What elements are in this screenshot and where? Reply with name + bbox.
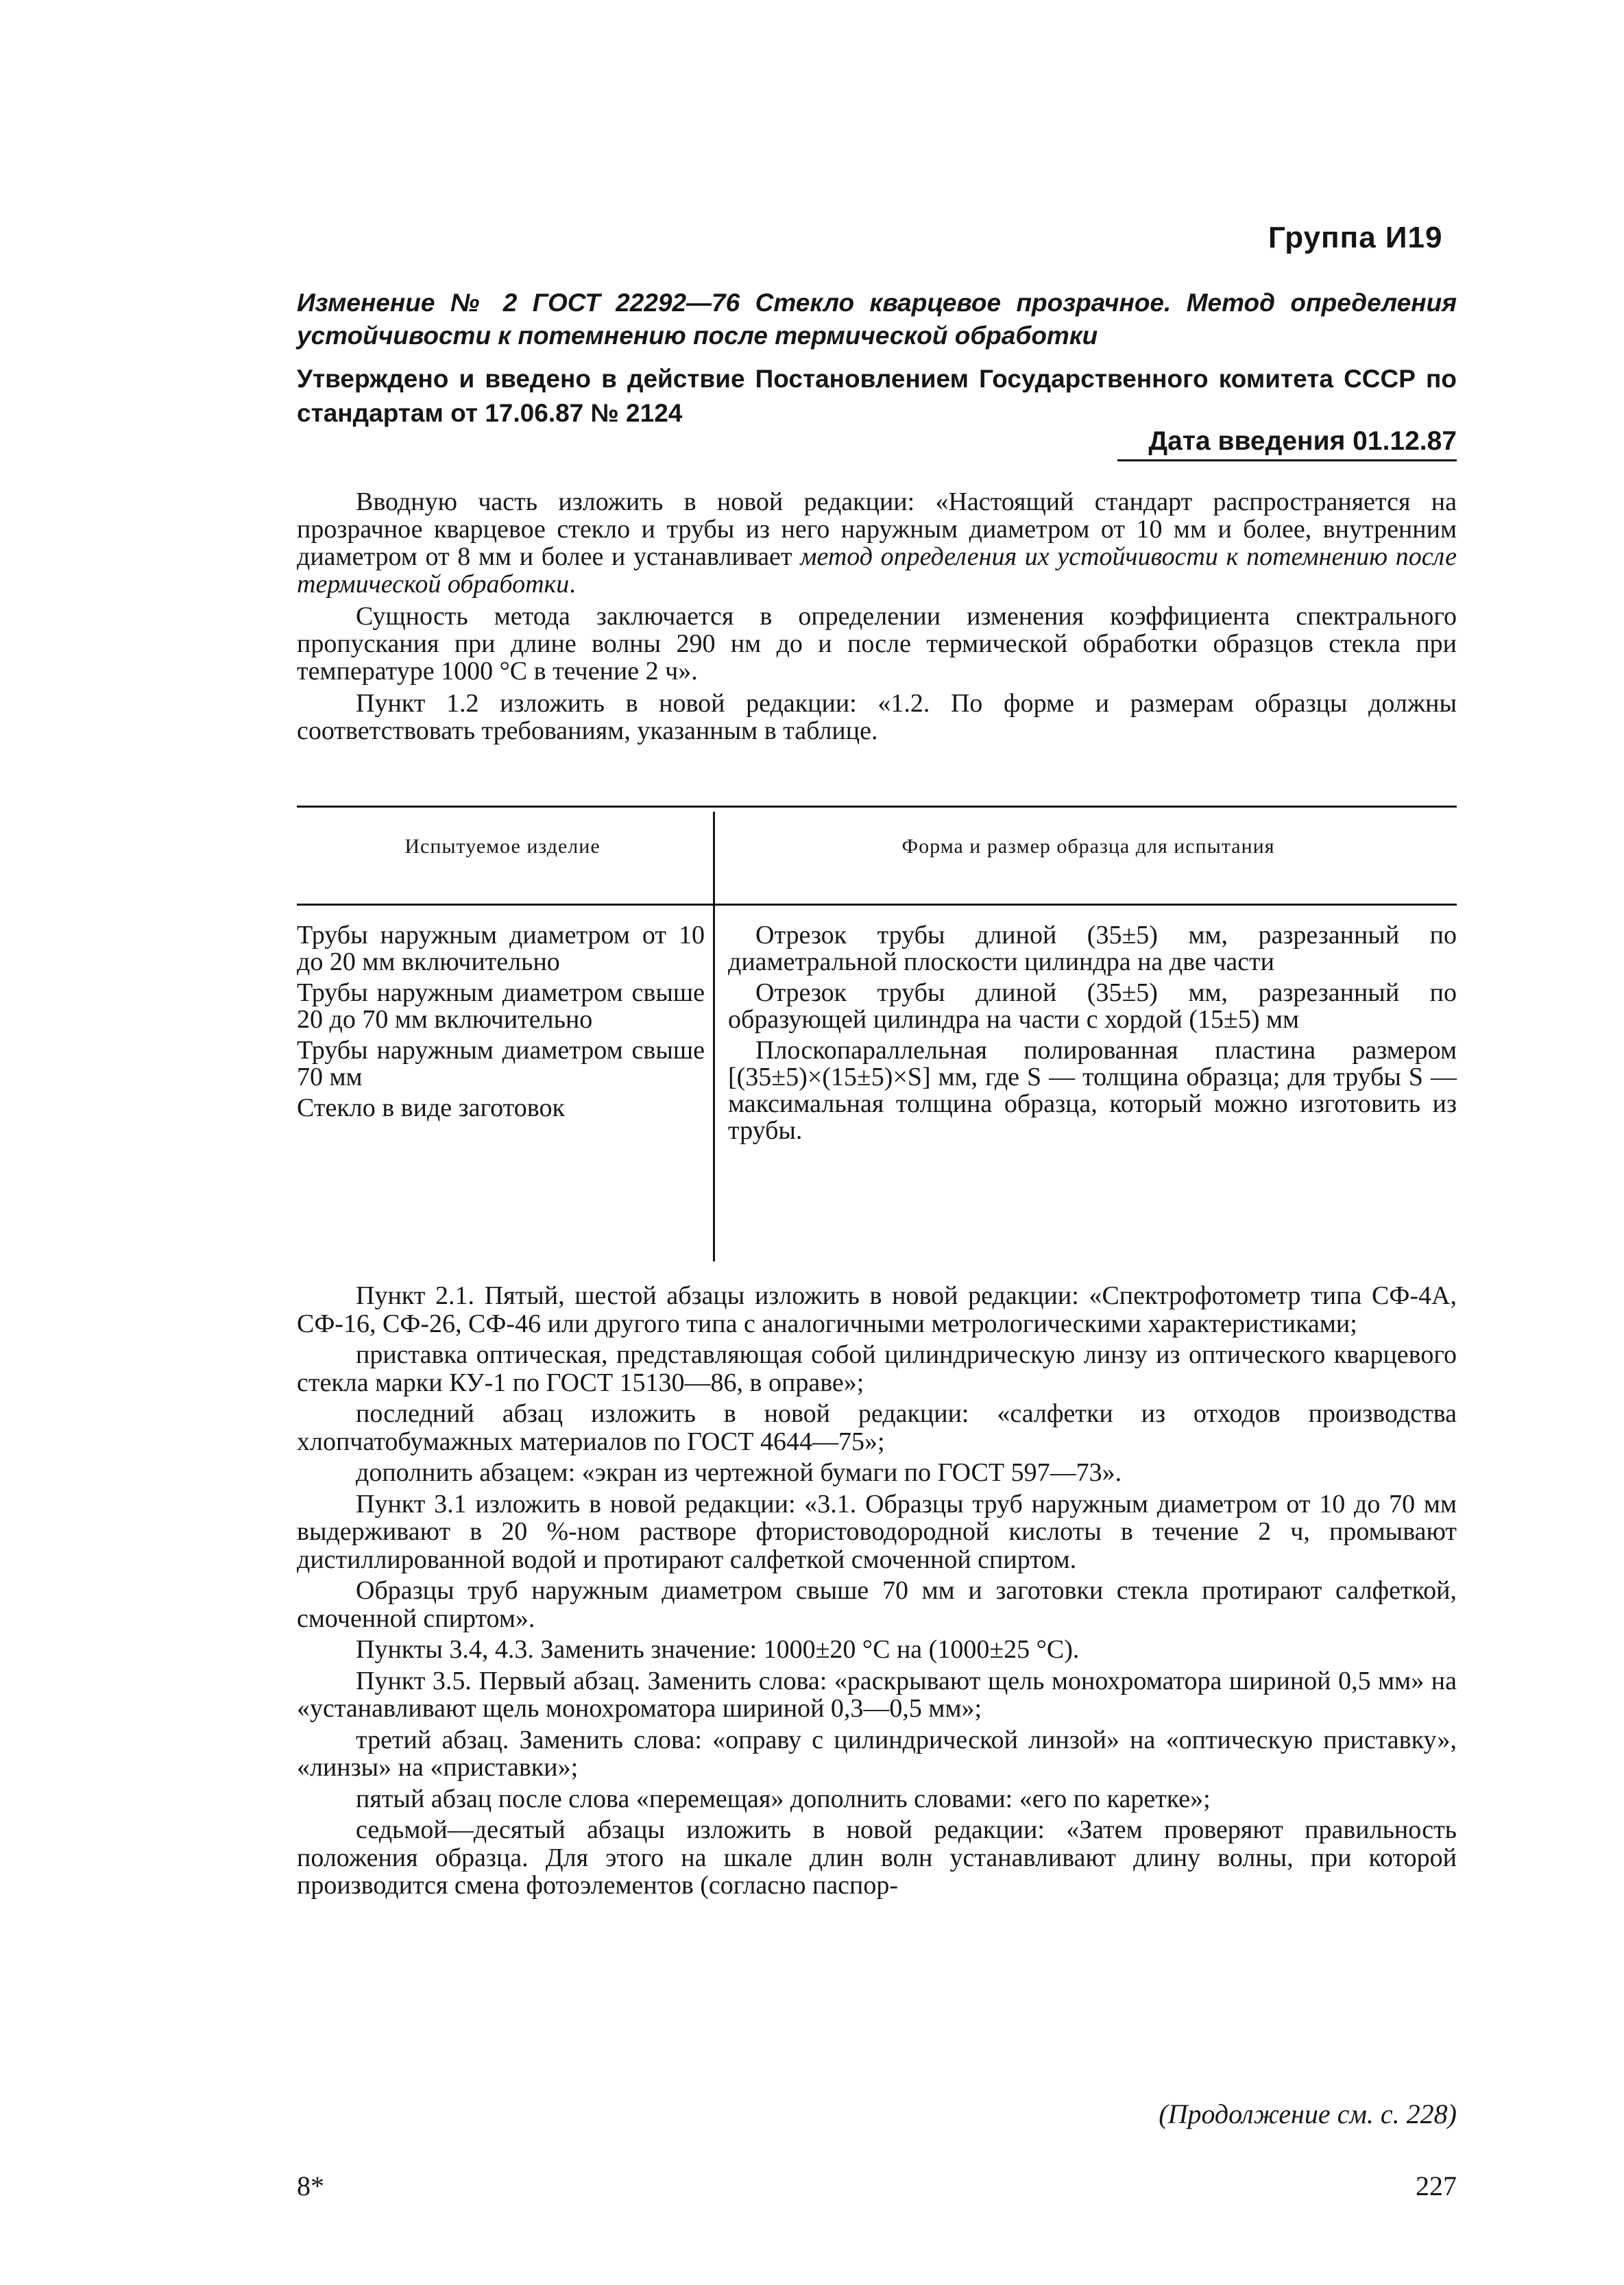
table-column-divider — [713, 812, 715, 1261]
table-cell: Отрезок трубы длиной (35±5) мм, разрезанный по образующей цилиндра на части с хордой (15±5) мм — [728, 978, 1457, 1034]
paragraph: Пункт 3.1 изложить в новой редакции: «3.1. Образцы труб наружным диаметром от 10 до 70 мм выдерживают в 20 %-ном растворе фтористоводородной кислоты в течение 2 ч, промывают дистиллированной водой и протирают салфеткой смоченной спиртом. — [297, 1489, 1457, 1574]
paragraph: седьмой—десятый абзацы изложить в новой редакции: «Затем проверяют правильность положения образца. Для этого на шкале длин волн устанавливают длину волны, при которой производится смена фотоэлементов (согласно паспор- — [297, 1815, 1457, 1900]
page-number: 227 — [1416, 2171, 1457, 2201]
group-label: Группа И19 — [1268, 221, 1443, 254]
paragraph: последний абзац изложить в новой редакции: «салфетки из отходов производства хлопчатобумажных материалов по ГОСТ 4644—75»; — [297, 1399, 1457, 1456]
paragraph: дополнить абзацем: «экран из чертежной бумаги по ГОСТ 597—73». — [356, 1458, 1122, 1487]
introduction-date: Дата введения 01.12.87 — [1117, 425, 1457, 461]
paragraph: Сущность метода заключается в определении изменения коэффициента спектрального пропускания при длине волны 290 нм до и после термической обработки образцов стекла при температуре 1000 °С в течение 2 ч». — [297, 602, 1457, 686]
continuation-note: (Продолжение см. с. 228) — [1159, 2099, 1457, 2129]
table-column-item — [297, 922, 705, 1126]
table-header-sample: Форма и размер образца для испытания — [901, 835, 1275, 858]
approval-statement: Утверждено и введено в действие Постановлением Государственного комитета СССР по стандартам от 17.06.87 № 2124 — [297, 365, 1457, 427]
change-title: Изменение № 2 ГОСТ 22292—76 Стекло кварцевое прозрачное. Метод определения устойчивости к потемнению после термической обработки — [297, 289, 1457, 350]
paragraph: приставка оптическая, представляющая собой цилиндрическую линзу из оптического кварцевого стекла марки КУ-1 по ГОСТ 15130—86, в оправе»; — [297, 1340, 1457, 1397]
table-header-item: Испытуемое изделие — [404, 835, 601, 858]
table-cell: Стекло в виде заготовок — [297, 1093, 565, 1122]
paragraph: Пункты 3.4, 4.3. Заменить значение: 1000±20 °С на (1000±25 °С). — [356, 1635, 1080, 1664]
table-top-rule — [297, 806, 1457, 808]
paragraph: третий абзац. Заменить слова: «оправу с цилиндрической линзой» на «оптическую приставку», «линзы» на «приставки»; — [297, 1725, 1457, 1782]
table-column-sample — [728, 922, 1457, 1148]
table-cell: Отрезок трубы длиной (35±5) мм, разрезанный по диаметральной плоскости цилиндра на две части — [728, 921, 1457, 976]
table-header-rule — [297, 904, 1457, 906]
paragraph: Пункт 1.2 изложить в новой редакции: «1.2. По форме и размерам образцы должны соответствовать требованиям, указанным в таблице. — [297, 689, 1457, 745]
table-cell: Трубы наружным диаметром от 10 до 20 мм включительно — [297, 921, 705, 976]
paragraph: Пункт 2.1. Пятый, шестой абзацы изложить в новой редакции: «Спектрофотометр типа СФ-4А, СФ-16, СФ-26, СФ-46 или другого типа с аналогичными метрологическими характеристиками; — [297, 1281, 1457, 1338]
table-cell: Плоскопараллельная полированная пластина размером [(35±5)×(15±5)×S] мм, где S — толщина образца; для трубы S — максимальная толщина образца, который можно изготовить из трубы. — [728, 1036, 1457, 1145]
paragraph: Пункт 3.5. Первый абзац. Заменить слова: «раскрывают щель монохроматора шириной 0,5 мм» на «устанавливают щель монохроматора шириной 0,3—0,5 мм»; — [297, 1666, 1457, 1723]
paragraph: пятый абзац после слова «перемещая» дополнить словами: «его по каретке»; — [356, 1784, 1211, 1813]
signature-mark: 8* — [297, 2171, 324, 2201]
main-section — [297, 1282, 1457, 1903]
table-cell: Трубы наружным диаметром свыше 20 до 70 мм включительно — [297, 978, 705, 1034]
table-cell: Трубы наружным диаметром свыше 70 мм — [297, 1036, 705, 1091]
paragraph: Вводную часть изложить в новой редакции: «Настоящий стандарт распространяется на прозрачное кварцевое стекло и трубы из него наружным диаметром от 10 мм и более, внутренним диаметром от 8 мм и более и устанавливает метод определения их устойчивости к потемнению после термической обработки. — [297, 487, 1457, 599]
intro-section — [297, 488, 1457, 749]
paragraph: Образцы труб наружным диаметром свыше 70 мм и заготовки стекла протирают салфеткой, смоченной спиртом». — [297, 1576, 1457, 1633]
